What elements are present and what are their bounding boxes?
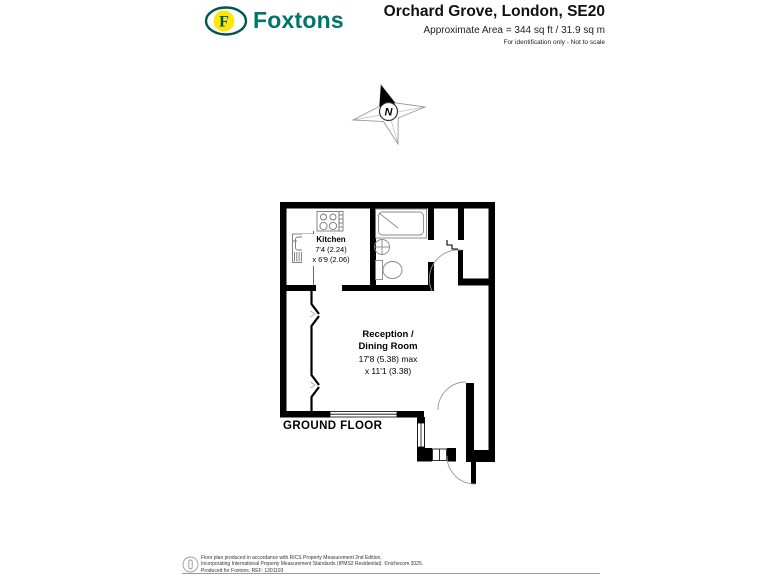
disclaimer-text: For identification only - Not to scale xyxy=(503,39,605,46)
footer-line-3: Produced for Foxtons. REF: 1301193 xyxy=(201,567,284,574)
bathtub-icon xyxy=(376,209,427,238)
hob-icon xyxy=(317,212,343,232)
nichecom-logo-icon xyxy=(182,555,199,574)
kitchen-room-label xyxy=(302,234,360,266)
compass-icon xyxy=(353,85,425,144)
reception-name-2: Dining Room xyxy=(358,341,418,352)
toilet-icon xyxy=(376,261,403,280)
porch-door-arc xyxy=(438,382,466,410)
footer-line-1: Floor plan produced in accordance with RICS Property Measurement 2nd Edition, xyxy=(201,555,382,561)
washbasin-icon xyxy=(374,239,390,255)
floor-name-label: GROUND FLOOR xyxy=(283,420,383,432)
footer-attribution xyxy=(201,555,611,574)
kitchen-dim-1: 7'4 (2.24) xyxy=(315,245,347,254)
compass-north-label: N xyxy=(384,106,393,119)
logo-letter: F xyxy=(219,13,229,31)
bathroom-fixtures xyxy=(374,209,427,280)
kitchen-name: Kitchen xyxy=(316,235,346,244)
reception-dim-1: 17'8 (5.38) max xyxy=(358,354,418,364)
door-jamb-steps xyxy=(447,240,458,249)
vestibule-door-arc xyxy=(429,250,461,291)
wall-break-symbols xyxy=(311,291,320,411)
footer-line-2: Incorporating International Property Measurement Standards (IPMS2 Residential). ©nichecom 2025. xyxy=(201,561,424,568)
reception-dim-2: x 11'1 (3.38) xyxy=(364,366,412,376)
brand-wordmark: Foxtons xyxy=(253,7,344,33)
reception-name-1: Reception / xyxy=(362,329,414,340)
approximate-area: Approximate Area = 344 sq ft / 31.9 sq m xyxy=(423,25,605,36)
page-title: Orchard Grove, London, SE20 xyxy=(383,3,605,20)
footer-divider xyxy=(182,573,600,574)
kitchen-dim-2: x 6'9 (2.06) xyxy=(312,255,350,264)
reception-room-label xyxy=(336,329,440,377)
